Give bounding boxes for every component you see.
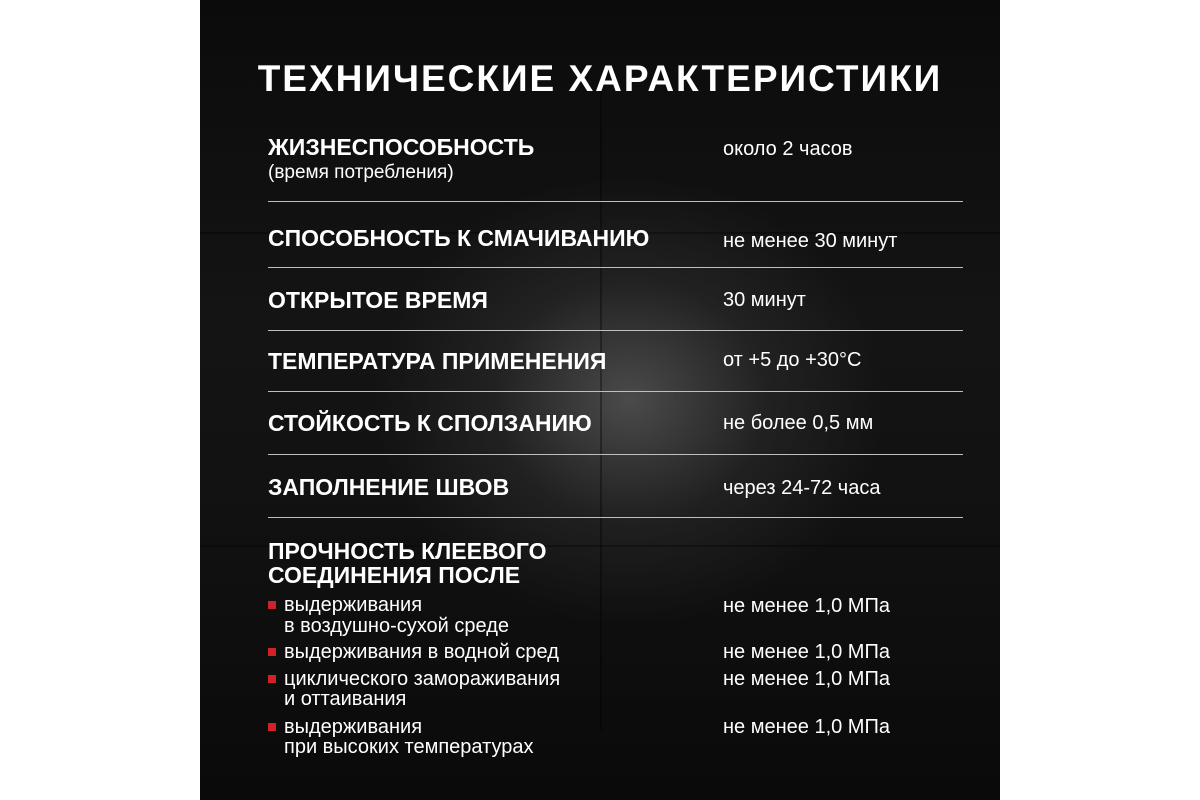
spec-row-slip-resistance (268, 410, 963, 440)
strength-item-freeze-thaw (268, 668, 963, 712)
bullet-icon (268, 723, 276, 731)
spec-label: СПОСОБНОСТЬ К СМАЧИВАНИЮ (268, 225, 650, 251)
spec-row-temperature (268, 348, 963, 378)
spec-row-grouting (268, 474, 963, 504)
spec-label: СТОЙКОСТЬ К СПОЛЗАНИЮ (268, 410, 592, 436)
page-title: ТЕХНИЧЕСКИЕ ХАРАКТЕРИСТИКИ (257, 58, 943, 99)
strength-item-value: не менее 1,0 МПа (723, 641, 890, 663)
spec-panel (200, 0, 1000, 800)
spec-value: не менее 30 минут (723, 230, 898, 252)
strength-item-text: выдерживания (284, 716, 423, 738)
strength-item-text: циклического замораживания (284, 668, 561, 690)
spec-sublabel: (время потребления) (268, 162, 454, 183)
row-divider (268, 201, 963, 202)
strength-item-value: не менее 1,0 МПа (723, 595, 890, 617)
row-divider (268, 391, 963, 392)
spec-label: ТЕМПЕРАТУРА ПРИМЕНЕНИЯ (268, 348, 607, 374)
spec-value: от +5 до +30°С (723, 349, 862, 371)
spec-label: СОЕДИНЕНИЯ ПОСЛЕ (268, 562, 521, 588)
strength-item-text: выдерживания в водной сред (284, 641, 559, 663)
bullet-icon (268, 601, 276, 609)
strength-item-text: и оттаивания (284, 688, 407, 710)
strength-item-value: не менее 1,0 МПа (723, 716, 890, 738)
spec-value: около 2 часов (723, 138, 853, 160)
spec-label: ЗАПОЛНЕНИЕ ШВОВ (268, 474, 510, 500)
spec-value: 30 минут (723, 289, 806, 311)
strength-item-text: выдерживания (284, 594, 423, 616)
row-divider (268, 330, 963, 331)
strength-item-dry (268, 594, 963, 638)
strength-item-text: при высоких температурах (284, 736, 534, 758)
spec-label: ЖИЗНЕСПОСОБНОСТЬ (268, 134, 535, 160)
strength-item-text: в воздушно-сухой среде (284, 615, 509, 637)
spec-value: через 24-72 часа (723, 477, 881, 499)
strength-item-value: не менее 1,0 МПа (723, 668, 890, 690)
row-divider (268, 454, 963, 455)
spec-label: ОТКРЫТОЕ ВРЕМЯ (268, 287, 488, 313)
spec-label: ПРОЧНОСТЬ КЛЕЕВОГО (268, 538, 547, 564)
strength-item-water (268, 641, 963, 665)
spec-row-pot-life (268, 134, 963, 194)
row-divider (268, 267, 963, 268)
bullet-icon (268, 675, 276, 683)
row-divider (268, 517, 963, 518)
bullet-icon (268, 648, 276, 656)
spec-row-wetting (268, 225, 963, 255)
spec-value: не более 0,5 мм (723, 412, 874, 434)
strength-item-high-temp (268, 716, 963, 760)
spec-row-open-time (268, 287, 963, 317)
spec-row-bond-strength (268, 538, 963, 590)
